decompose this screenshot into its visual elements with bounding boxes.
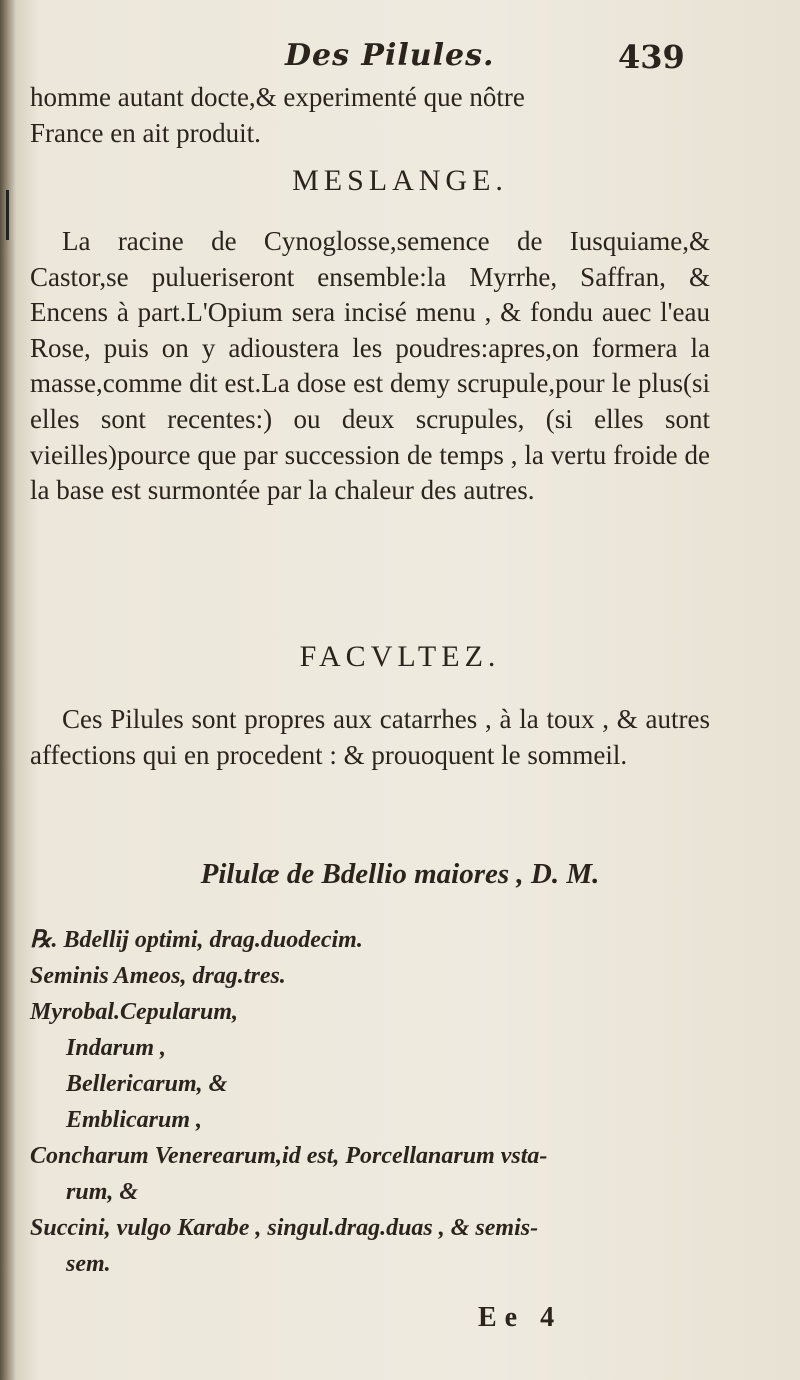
recipe-line: Emblicarum ,	[66, 1107, 203, 1133]
recipe-list	[30, 922, 730, 1282]
section-heading-meslange: MESLANGE.	[292, 164, 508, 197]
recipe-line: Seminis Ameos, drag.tres.	[30, 963, 286, 989]
intro-line: France en ait produit.	[30, 117, 261, 148]
recipe-line: Bellericarum, &	[66, 1071, 228, 1097]
recipe-title: Pilulæ de Bdellio maiores , D. M.	[200, 858, 600, 890]
meslange-paragraph	[30, 224, 710, 509]
recipe-line: Concharum Venerearum,id est, Porcellanarum vsta-	[30, 1143, 548, 1169]
section-heading-facultez: FACVLTEZ.	[299, 640, 501, 673]
intro-paragraph	[30, 80, 710, 151]
page-number: 439	[618, 38, 685, 76]
recipe-line: Myrobal.Cepularum,	[30, 999, 239, 1025]
signature-mark: Ee 4	[478, 1302, 563, 1333]
recipe-line: Indarum ,	[66, 1035, 167, 1061]
facultez-paragraph	[30, 702, 710, 773]
recipe-line: Succini, vulgo Karabe , singul.drag.duas , & semis-	[30, 1215, 539, 1241]
recipe-line: sem.	[66, 1251, 111, 1277]
facultez-text: Ces Pilules sont propres aux catarrhes , à la toux , & autres affections qui en procedent : & prouoquent le sommeil.	[30, 704, 710, 770]
recipe-line: rum, &	[66, 1179, 139, 1205]
intro-line: homme autant docte,& experimenté que nôtre	[30, 82, 525, 112]
recipe-line: ℞. Bdellij optimi, drag.duodecim.	[30, 927, 363, 953]
meslange-text: La racine de Cynoglosse,semence de Iusquiame,& Castor,se pulueriseront ensemble:la Myrrhe, Saffran, & Encens à part.L'Opium sera incisé menu , & fondu auec l'eau Rose, puis on y adioustera les poudres:apres,on formera la masse,comme dit est.La dose est demy scrupule,pour le plus(si elles sont recentes:) ou deux scrupules, (si elles sont vieilles)pource que par succession de temps , la vertu froide de la base est surmontée par la chaleur des autres.	[30, 226, 710, 506]
page-header	[0, 30, 800, 80]
running-title: Des Pilules.	[285, 38, 495, 73]
